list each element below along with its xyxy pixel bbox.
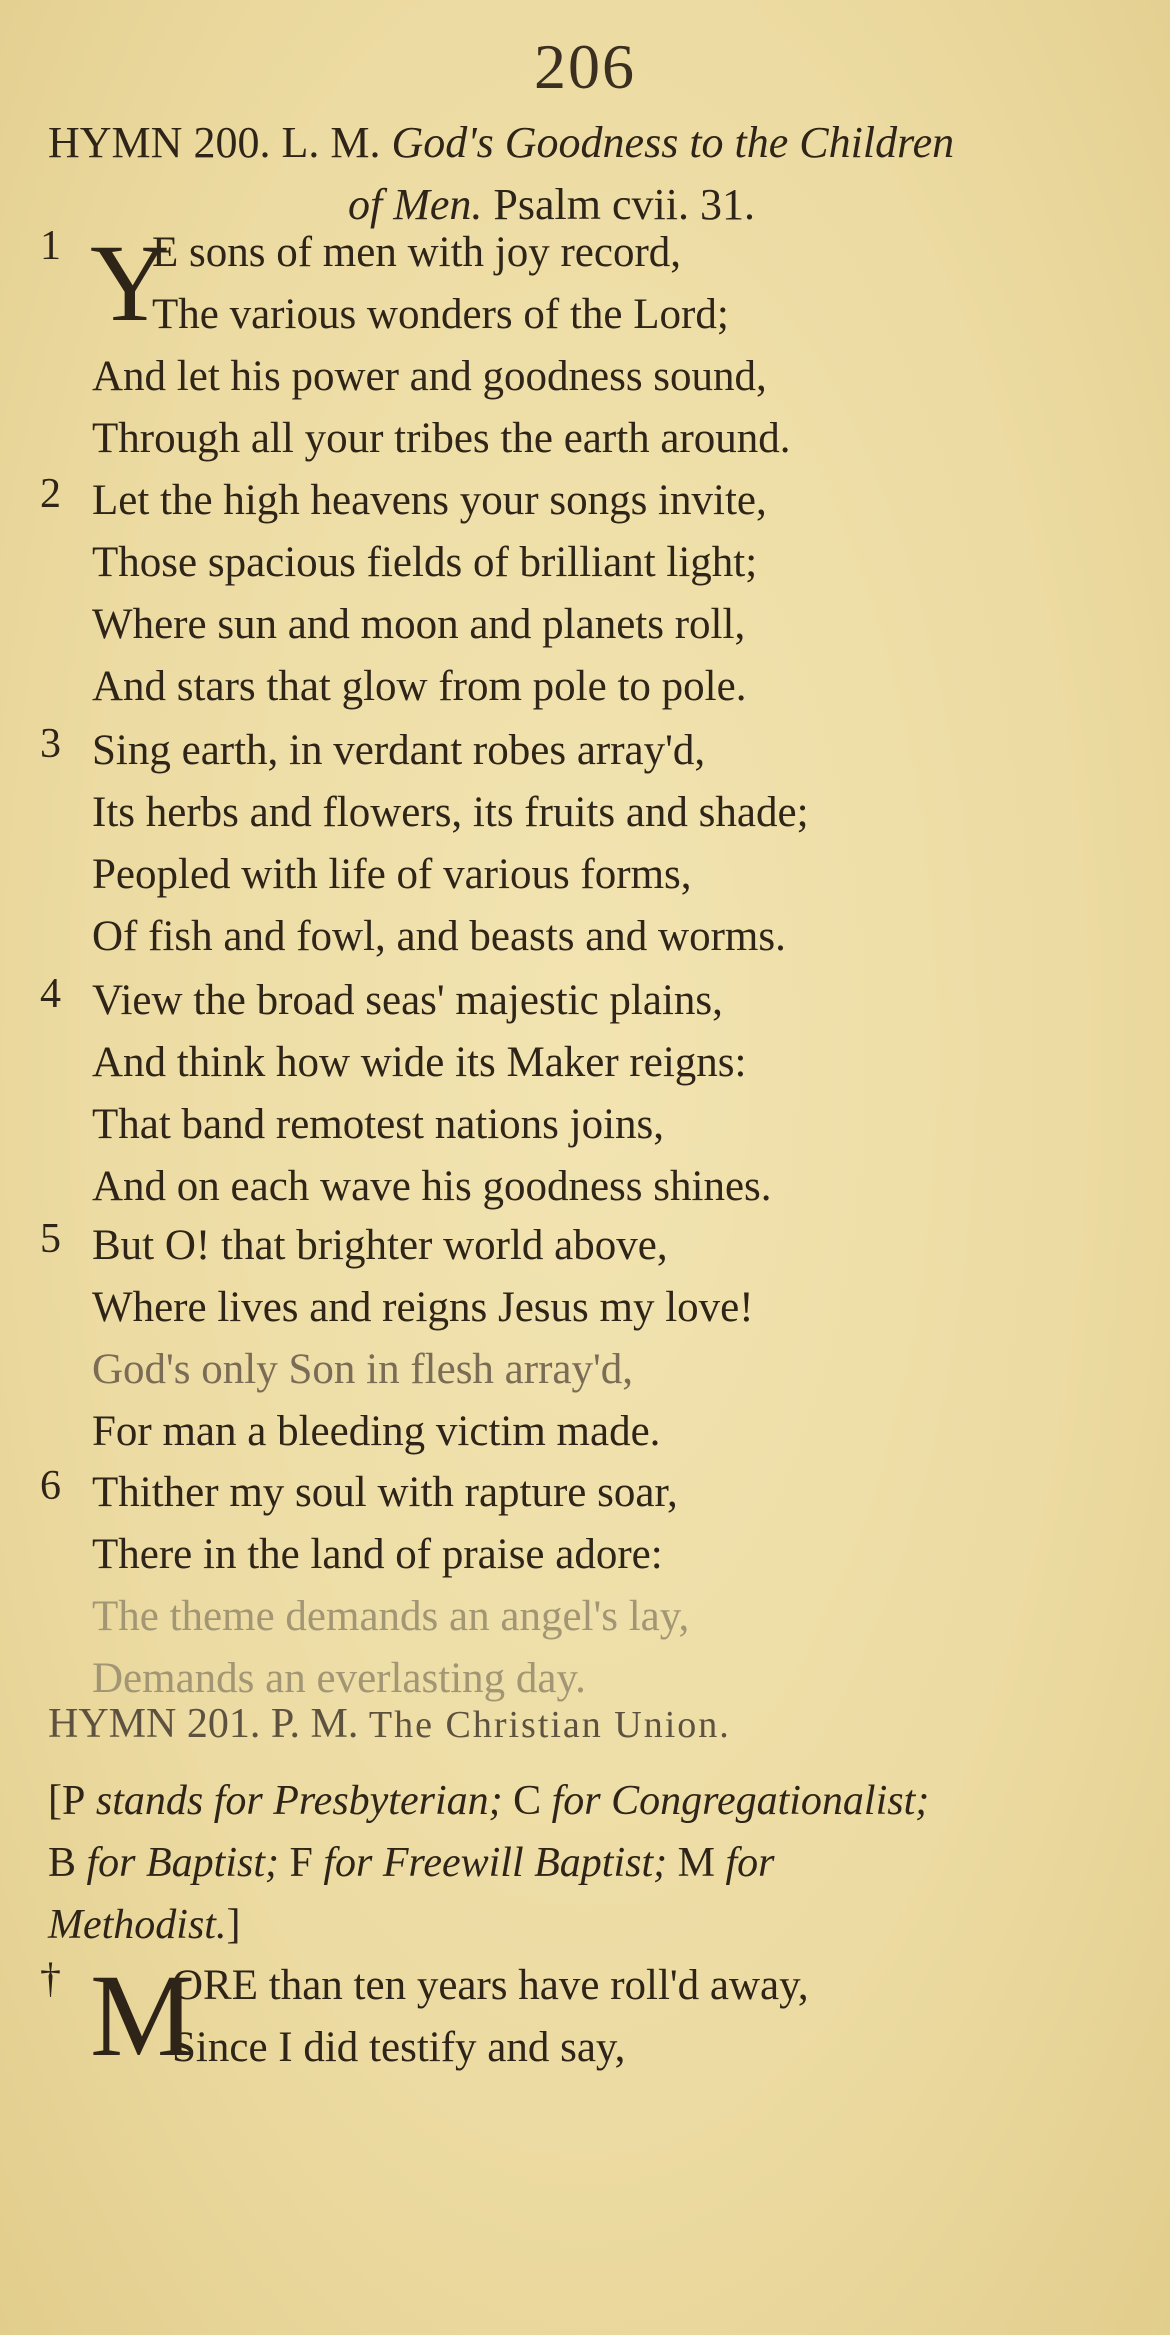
denomination-note [48,1770,1138,1956]
note-key-b: B [48,1840,77,1886]
verse-line: And stars that glow from pole to pole. [92,663,747,710]
verse-line: View the broad seas' majestic plains, [92,977,723,1024]
hymn-200-subject-cont: of Men. [348,180,483,229]
verse-line: That band remotest nations joins, [92,1101,665,1148]
verse-2 [40,470,1130,718]
verse-line: Its herbs and flowers, its fruits and shade; [92,789,809,836]
verse-line: Sing earth, in verdant robes array'd, [92,727,706,774]
verse-3 [40,720,1130,968]
verse-line: Let the high heavens your songs invite, [92,477,767,524]
verse-line: E sons of men with joy record, [152,229,682,276]
verse-number: 2 [40,471,61,517]
note-text-f: for Freewill Baptist; [323,1840,668,1886]
drop-cap: M [90,1950,195,2081]
verse-line: Since I did testify and say, [172,2024,626,2071]
verse-line: And let his power and goodness sound, [92,353,767,400]
verse-line: But O! that brighter world above, [92,1222,668,1269]
verse-line: For man a bleeding victim made. [92,1408,661,1455]
note-text-methodist: Methodist. [48,1902,227,1948]
note-bracket-open: [ [48,1778,62,1824]
verse-1 [40,222,1130,470]
verse-line: Those spacious fields of brilliant light; [92,539,758,586]
verse-line: Through all your tribes the earth around. [92,415,791,462]
verse-number: 4 [40,971,61,1017]
hymn-201-heading [48,1700,1148,1748]
verse-number: 3 [40,721,61,767]
verse-number: 5 [40,1216,61,1262]
hymn-200-reference: Psalm cvii. 31. [493,180,755,229]
verse-number: 6 [40,1463,61,1509]
verse-line: There in the land of praise adore: [92,1531,663,1578]
note-key-c: C [513,1778,542,1824]
note-key-f: F [289,1840,313,1886]
verse-line: God's only Son in flesh array'd, [92,1346,633,1393]
verse-line: ORE than ten years have roll'd away, [172,1962,809,2009]
note-text-m: for [725,1840,775,1886]
note-text-c: for Congregationalist; [551,1778,930,1824]
hymn-200-label: HYMN 200. L. M. [48,118,381,167]
page-number: 206 [534,31,636,102]
note-key-p: P [62,1778,86,1824]
note-text-b: for Baptist; [86,1840,280,1886]
verse-line: Demands an everlasting day. [92,1655,586,1702]
verse-line: Of fish and fowl, and beasts and worms. [92,913,786,960]
hymn-200-subject: God's Goodness to the Children [391,118,955,167]
verse-6 [40,1462,1130,1710]
note-key-m: M [677,1840,716,1886]
verse-line: The various wonders of the Lord; [152,291,729,338]
verse-5 [40,1215,1130,1463]
hymn-201-subject: The Christian Union. [368,1704,731,1746]
verse-line: The theme demands an angel's lay, [92,1593,690,1640]
hymn-201-verse-1 [40,1950,1130,2081]
verse-line: And think how wide its Maker reigns: [92,1039,747,1086]
note-bracket-close: ] [226,1902,241,1948]
verse-number: 1 [40,223,61,269]
verse-line: And on each wave his goodness shines. [92,1163,772,1210]
hymn-200-heading [48,112,1138,236]
verse-line: Where lives and reigns Jesus my love! [92,1284,754,1331]
hymn-201-label: HYMN 201. P. M. [48,1701,359,1747]
verse-line: Where sun and moon and planets roll, [92,601,746,648]
drop-cap: Y [90,222,170,344]
verse-4 [40,970,1130,1218]
verse-number: † [40,1956,61,2002]
verse-line: Peopled with life of various forms, [92,851,692,898]
note-text-p: stands for Presbyterian; [95,1778,503,1824]
verse-line: Thither my soul with rapture soar, [92,1469,678,1516]
